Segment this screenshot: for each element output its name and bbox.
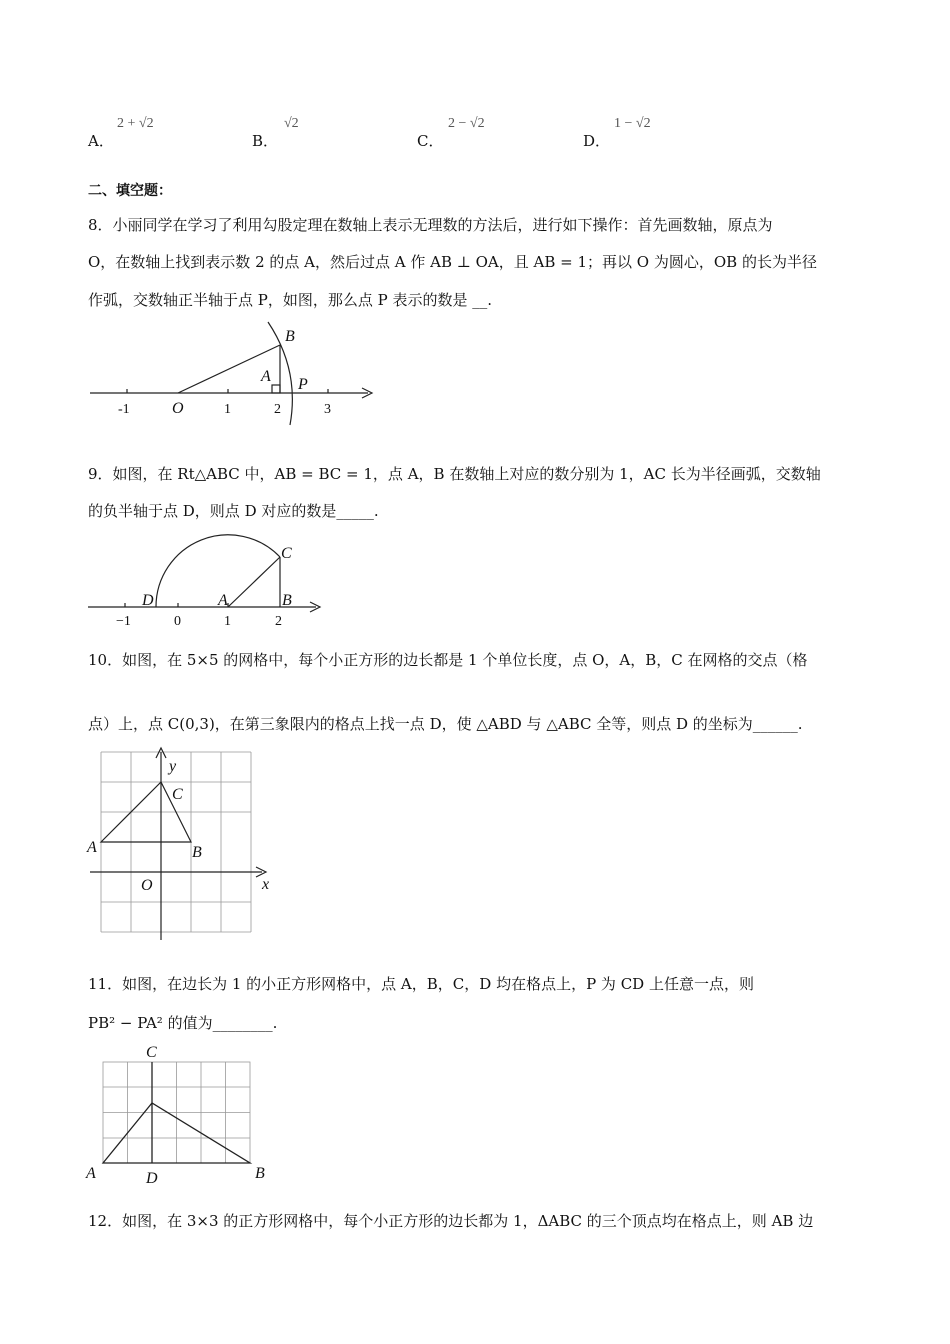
label-P: P [298, 376, 308, 393]
q10-figure [90, 748, 266, 940]
label-O: O [141, 877, 153, 894]
q11-figure [103, 1062, 250, 1163]
option-d-letter: D． [583, 132, 611, 150]
section-title: 二、填空题： [88, 183, 172, 199]
q10-line2: 点）上，点 C(0,3)，在第三象限内的格点上找一点 D，使 △ABD 与 △ABC 全等，则点 D 的坐标为______. [88, 715, 803, 733]
tick-label: −1 [116, 614, 131, 629]
option-b-expr: √2 [284, 116, 299, 131]
label-B: B [285, 328, 295, 345]
axis-label-x: x [262, 876, 270, 893]
label-A: A [261, 368, 271, 385]
q9-line2: 的负半轴于点 D，则点 D 对应的数是_____. [88, 502, 379, 520]
tick-label: 1 [224, 402, 231, 417]
label-B: B [192, 844, 202, 861]
option-c-expr: 2 − √2 [448, 116, 485, 131]
tick-label: O [172, 400, 184, 417]
tick-label: 3 [324, 402, 331, 417]
tick-label: 0 [174, 614, 181, 629]
label-A: A [87, 839, 97, 856]
label-A: A [218, 592, 228, 609]
q11-line2: PB² − PA² 的值为________. [88, 1014, 278, 1032]
label-D: D [146, 1170, 158, 1187]
q8-line3: 作弧，交数轴正半轴于点 P，如图，那么点 P 表示的数是 __. [88, 291, 493, 309]
option-d-expr: 1 − √2 [614, 116, 651, 131]
q8-line1: 8．小丽同学在学习了利用勾股定理在数轴上表示无理数的方法后，进行如下操作：首先画数轴，原点为 [88, 216, 773, 234]
label-C: C [146, 1044, 157, 1061]
label-B: B [255, 1165, 265, 1182]
axis-label-y: y [169, 758, 177, 775]
label-D: D [142, 592, 154, 609]
label-B: B [282, 592, 292, 609]
q8-line2: O，在数轴上找到表示数 2 的点 A，然后过点 A 作 AB ⊥ OA，且 AB = 1；再以 O 为圆心，OB 的长为半径 [88, 253, 817, 271]
q11-line1: 11．如图，在边长为 1 的小正方形网格中，点 A，B，C，D 均在格点上，P 为 CD 上任意一点，则 [88, 975, 754, 993]
option-b-letter: B． [252, 132, 279, 150]
tick-label: 2 [274, 402, 281, 417]
q12-line1: 12．如图，在 3×3 的正方形网格中，每个小正方形的边长都为 1，ΔABC 的三个顶点均在格点上，则 AB 边 [88, 1212, 814, 1230]
option-c-letter: C． [417, 132, 444, 150]
tick-label: -1 [118, 402, 130, 417]
right-angle-mark [272, 385, 280, 393]
label-A: A [86, 1165, 96, 1182]
label-C: C [172, 786, 183, 803]
label-C: C [281, 545, 292, 562]
tick-label: 1 [224, 614, 231, 629]
q9-line1: 9．如图，在 Rt△ABC 中，AB = BC = 1，点 A，B 在数轴上对应的数分别为 1，AC 长为半径画弧，交数轴 [88, 465, 821, 483]
option-a-letter: A． [88, 132, 114, 150]
tick-label: 2 [275, 614, 282, 629]
option-a-expr: 2 + √2 [117, 116, 154, 131]
q10-line1: 10．如图，在 5×5 的网格中，每个小正方形的边长都是 1 个单位长度，点 O，A，B，C 在网格的交点（格 [88, 651, 808, 669]
